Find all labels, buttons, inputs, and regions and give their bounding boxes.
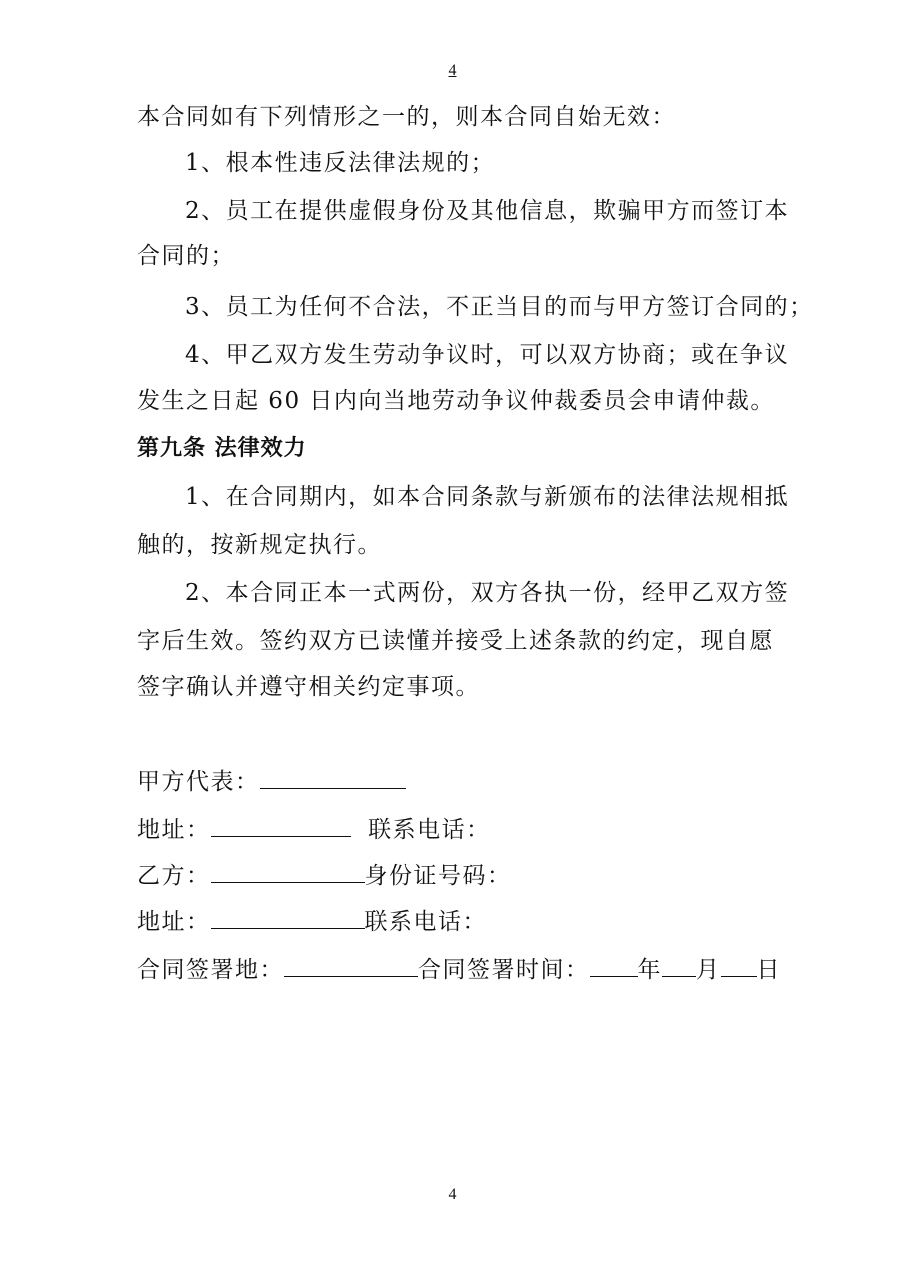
invalid-item-1: 1、根本性违反法律法规的； <box>185 150 496 176</box>
party-a-rep-label: 甲方代表： <box>137 769 260 795</box>
invalid-item-3: 3、员工为任何不合法，不正当目的而与甲方签订合同的； <box>185 294 814 320</box>
sign-place-time-row <box>137 954 781 985</box>
address-a-row <box>137 814 491 845</box>
party-b-label: 乙方： <box>137 863 211 889</box>
article-9-item-1-line-2: 触的，按新规定执行。 <box>137 532 382 558</box>
invalid-item-2-line-1: 2、员工在提供虚假身份及其他信息，欺骗甲方而签订本 <box>185 198 790 224</box>
article-9-item-2-line-3: 签字确认并遵守相关约定事项。 <box>137 674 480 700</box>
sign-place-label: 合同签署地： <box>137 957 284 983</box>
id-number-label: 身份证号码： <box>364 863 512 889</box>
invalid-item-2-line-2: 合同的； <box>137 243 235 269</box>
phone-a-label: 联系电话： <box>368 817 491 843</box>
month-blank[interactable] <box>662 954 696 977</box>
day-label: 日 <box>756 957 781 983</box>
party-a-rep-blank[interactable] <box>260 766 406 789</box>
page-number-top: 4 <box>448 62 457 79</box>
year-label: 年 <box>637 957 662 983</box>
day-blank[interactable] <box>721 954 757 977</box>
sign-place-blank[interactable] <box>284 954 418 977</box>
party-b-blank[interactable] <box>211 860 365 883</box>
party-b-row <box>137 860 512 891</box>
article-9-item-2-line-1: 2、本合同正本一式两份，双方各执一份，经甲乙双方签 <box>185 580 790 606</box>
address-b-row <box>137 906 487 937</box>
body-intro: 本合同如有下列情形之一的，则本合同自始无效： <box>137 104 676 130</box>
invalid-item-4-line-2: 发生之日起 60 日内向当地劳动争议仲裁委员会申请仲裁。 <box>137 388 775 414</box>
article-9-item-2-line-2: 字后生效。签约双方已读懂并接受上述条款的约定，现自愿 <box>137 628 774 654</box>
party-a-rep-row <box>137 766 406 797</box>
month-label: 月 <box>696 957 721 983</box>
address-a-blank[interactable] <box>211 814 351 837</box>
article-9-heading: 第九条 法律效力 <box>137 436 307 461</box>
page-number-bottom: 4 <box>448 1186 457 1203</box>
sign-time-label: 合同签署时间： <box>418 957 590 983</box>
invalid-item-4-line-1: 4、甲乙双方发生劳动争议时，可以双方协商；或在争议 <box>185 342 790 368</box>
address-b-blank[interactable] <box>211 906 365 929</box>
article-9-item-1-line-1: 1、在合同期内，如本合同条款与新颁布的法律法规相抵 <box>185 484 790 510</box>
phone-b-label: 联系电话： <box>364 909 487 935</box>
address-b-label: 地址： <box>137 909 211 935</box>
address-a-label: 地址： <box>137 817 211 843</box>
year-blank[interactable] <box>590 954 638 977</box>
